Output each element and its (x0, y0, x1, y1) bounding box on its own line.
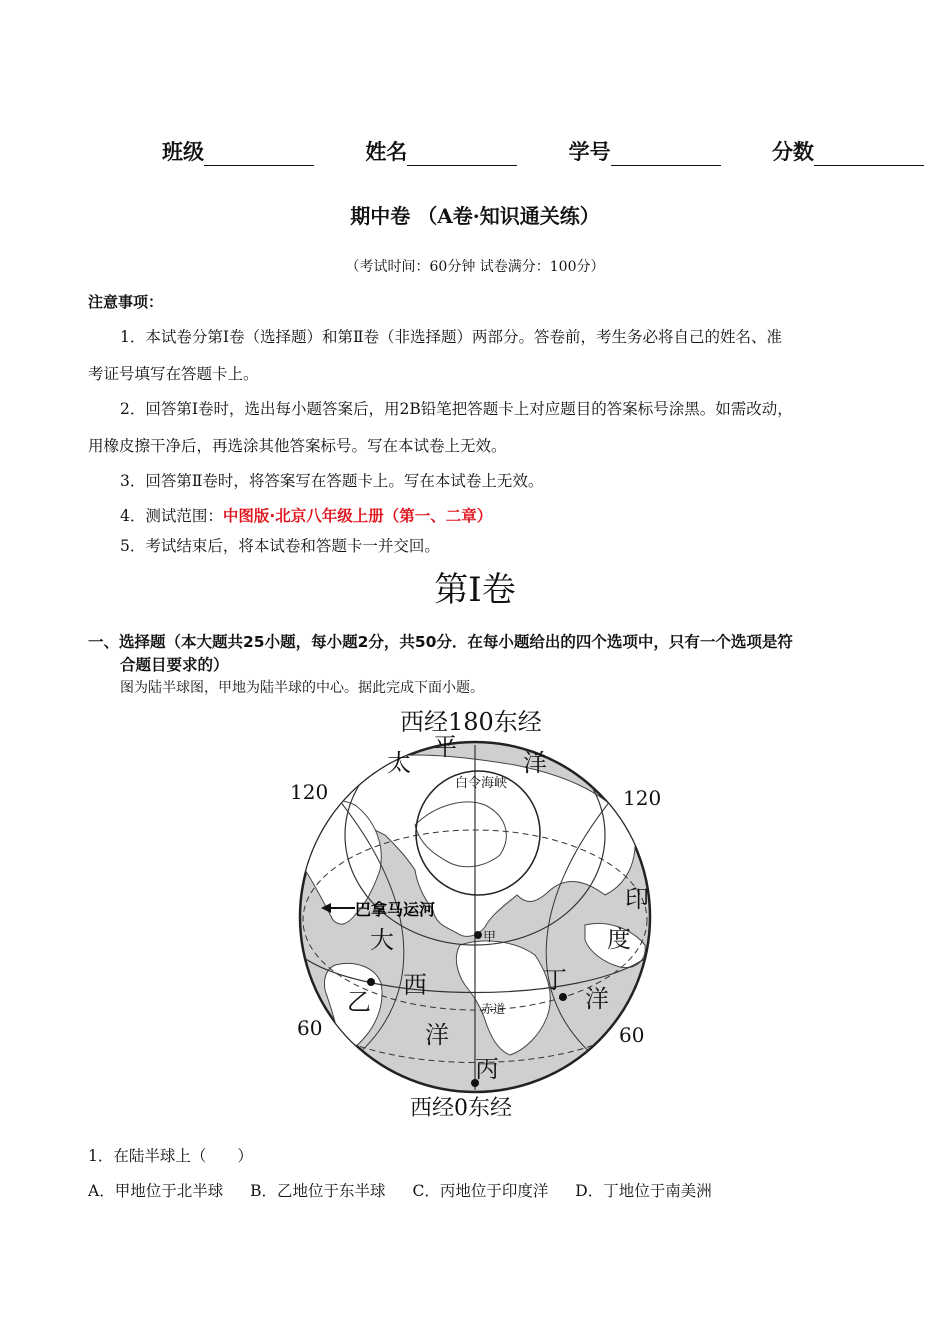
name-label: 姓名 (365, 140, 408, 164)
lon-60-left: 60 (297, 1016, 323, 1040)
notice-item-2-line-2: 用橡皮擦干净后，再选涂其他答案标号。写在本试卷上无效。 (88, 437, 507, 455)
volume-title: 第Ⅰ卷 (434, 570, 516, 610)
atlantic-xi: 西 (403, 971, 427, 999)
label-ding: 丁 (543, 966, 567, 994)
question-1-options (88, 1179, 734, 1201)
equator-label: 赤道 (481, 1002, 506, 1016)
section-heading-line-2: 合题目要求的） (120, 656, 229, 674)
label-bing: 丙 (475, 1055, 499, 1083)
indian-yang: 洋 (585, 985, 609, 1013)
label-jia: 甲 (483, 930, 497, 945)
name-blank[interactable] (407, 143, 517, 166)
class-label: 班级 (162, 140, 204, 164)
student-id-field[interactable] (569, 136, 765, 166)
section-heading-line-1: 一、选择题（本大题共25小题，每小题2分，共50分．在每小题给出的四个选项中，只有一个选项是符 (88, 633, 793, 651)
atlantic-yang: 洋 (425, 1021, 449, 1049)
land-hemisphere-map (285, 705, 665, 1125)
class-blank[interactable] (204, 143, 314, 166)
point-ding (559, 993, 567, 1001)
question-1-stem: 1．在陆半球上（ ） (88, 1147, 253, 1165)
option-b[interactable]: B．乙地位于东半球 (250, 1182, 386, 1200)
exam-title: 期中卷 （A卷·知识通关练） (350, 204, 600, 228)
student-info-row (162, 136, 924, 166)
label-yi: 乙 (347, 988, 371, 1016)
notice-item-3: 3．回答第Ⅱ卷时，将答案写在答题卡上。写在本试卷上无效。 (120, 472, 544, 490)
notice-item-1-line-1: 1．本试卷分第Ⅰ卷（选择题）和第Ⅱ卷（非选择题）两部分。答卷前，考生务必将自己的姓名、准 (120, 328, 783, 346)
indian-yin: 印 (625, 885, 649, 913)
score-label: 分数 (771, 140, 814, 164)
option-d[interactable]: D．丁地位于南美洲 (575, 1182, 712, 1200)
lon-60-right: 60 (619, 1023, 645, 1047)
exam-subtitle: （考试时间：60分钟 试卷满分：100分） (345, 259, 605, 275)
class-field[interactable] (162, 136, 358, 166)
point-jia (474, 931, 482, 939)
student-id-blank[interactable] (611, 143, 721, 166)
option-c[interactable]: C．丙地位于印度洋 (412, 1182, 549, 1200)
question-intro: 图为陆半球图，甲地为陆半球的中心。据此完成下面小题。 (120, 680, 484, 696)
pacific-yang: 洋 (523, 749, 547, 777)
notice-item-4-prefix: 4．测试范围： (120, 507, 223, 525)
bering-strait-label: 白令海峡 (455, 776, 508, 791)
map-top-label: 西经180东经 (400, 708, 542, 736)
panama-canal-label: 巴拿马运河 (355, 900, 436, 919)
notice-heading: 注意事项： (88, 293, 164, 311)
point-yi (367, 978, 375, 986)
lon-120-right: 120 (623, 786, 662, 810)
lon-120-left: 120 (290, 780, 329, 804)
score-blank[interactable] (814, 143, 924, 166)
notice-item-1-line-2: 考证号填写在答题卡上。 (88, 365, 259, 383)
score-field[interactable] (772, 136, 924, 166)
indian-du: 度 (607, 925, 631, 953)
atlantic-da: 大 (370, 926, 394, 954)
map-bottom-label: 西经0东经 (410, 1096, 512, 1121)
student-id-label: 学号 (568, 140, 611, 164)
globe-figure (285, 705, 665, 1125)
test-range: 中图版·北京八年级上册（第一、二章） (222, 507, 493, 525)
pacific-tai: 太 (387, 749, 411, 777)
notice-item-2-line-1: 2．回答第Ⅰ卷时，选出每小题答案后，用2B铅笔把答题卡上对应题目的答案标号涂黑。如需改动， (120, 400, 793, 418)
notice-item-5: 5．考试结束后，将本试卷和答题卡一并交回。 (120, 537, 440, 555)
option-a[interactable]: A．甲地位于北半球 (88, 1182, 224, 1200)
pacific-ping: 平 (433, 733, 457, 761)
notice-item-4 (120, 504, 492, 526)
name-field[interactable] (365, 136, 561, 166)
